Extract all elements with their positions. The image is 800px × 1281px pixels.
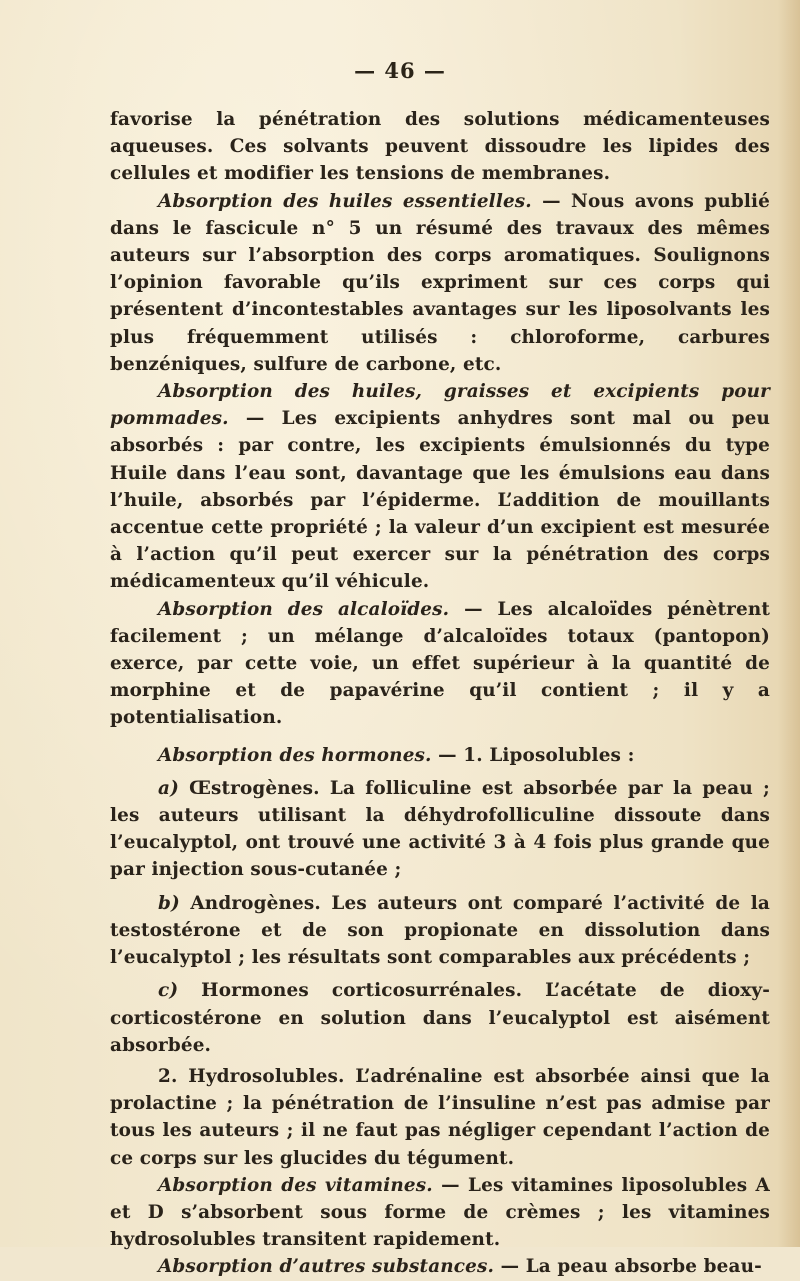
paragraph-huiles-essentielles [110,188,770,378]
section-heading: Absorption des alcaloïdes. [158,598,450,620]
paragraph-text: — Les vitamines liposolubles A et D s’absorbent sous forme de crèmes ; les vitamines hydrosolubles transitent rapidement. [110,1174,770,1251]
paragraph-text: Androgènes. Les auteurs ont comparé l’activité de la testostérone et de son propionate en dissolution dans l’eucalyptol ; les résultats sont comparables aux précédents ; [110,892,770,969]
paragraph-text: Hormones corticosurrénales. L’acétate de dioxy-corticostérone en solution dans l’eucalyptol est aisément absorbée. [110,980,770,1056]
paragraph-text: — La peau absorbe beau- [494,1256,762,1278]
paragraph-text: — Les alcaloïdes pénètrent facilement ; un mélange d’alcaloïdes totaux (pantopon) exerce, par cette voie, un effet supérieur à la quantité de morphine et de papavérine qu’il contient ; il y a potentialisation. [110,598,771,729]
paragraph-text: — Nous avons publié dans le fascicule n° 5 un résumé des travaux des mêmes auteurs sur l’absorption des corps aromatiques. Soulignons l’opinion favorable qu’ils expriment sur ces corps qui présentent d’incontestables avantages sur les liposolvants les plus fréquemment utilisés : chloroforme, carbures benzéniques, sulfure de carbone, etc. [110,190,770,375]
paragraph-hydrosolubles [110,1063,770,1172]
list-label: a) [158,777,179,799]
paragraph-text: Œstrogènes. La folliculine est absorbée par la peau ; les auteurs utilisant la déhydrofolliculine dissoute dans l’eucalyptol, ont trouvé une activité 3 à 4 fois plus grande que par injection sous-cutanée ; [110,777,770,881]
section-heading: Absorption des vitamines. [158,1174,433,1196]
body-text [110,106,770,1281]
paragraph-autres-substances [110,1253,770,1280]
paragraph-text: 2. Hydrosolubles. L’adrénaline est absorbée ainsi que la prolactine ; la pénétration de l’insuline n’est pas admise par tous les auteurs ; il ne faut pas négliger cependant l’action de ce corps sur les glucides du tégument. [110,1065,770,1169]
paragraph-text: — Les excipients anhydres sont mal ou peu absorbés : par contre, les excipients émulsionnés du type Huile dans l’eau sont, davantage que les émulsions eau dans l’huile, absorbés par l’épiderme. L’addition de mouillants accentue cette propriété ; la valeur d’un excipient est mesurée à l’action qu’il peut exercer sur la pénétration des corps médicamenteux qu’il véhicule. [110,408,770,593]
paragraph-corticosurrenales [110,977,770,1059]
paragraph-vitamines [110,1172,770,1254]
section-heading: Absorption des huiles essentielles. [158,190,532,212]
paragraph-alcaloides [110,596,770,732]
page-number: — 46 — [354,58,446,83]
paragraph-text: — 1. Liposolubles : [431,744,635,766]
paragraph-text: favorise la pénétration des solutions médicamenteuses aqueuses. Ces solvants peuvent dissoudre les lipides des cellules et modifier les tensions de membranes. [110,109,770,185]
paragraph-androgenes [110,890,770,972]
paragraph-oestrogenes [110,775,770,884]
paragraph-hormones [110,742,770,769]
list-label: b) [158,892,180,914]
section-heading: Absorption des hormones. [158,744,432,766]
section-heading: Absorption des huiles, graisses et excipients pour pommades. [110,381,770,430]
section-heading: Absorption d’autres substances. [158,1256,495,1278]
page-edge-shadow [778,0,800,1247]
list-label: c) [158,980,179,1002]
paragraph-huiles-graisses [110,378,770,596]
paragraph-continued [110,106,770,188]
